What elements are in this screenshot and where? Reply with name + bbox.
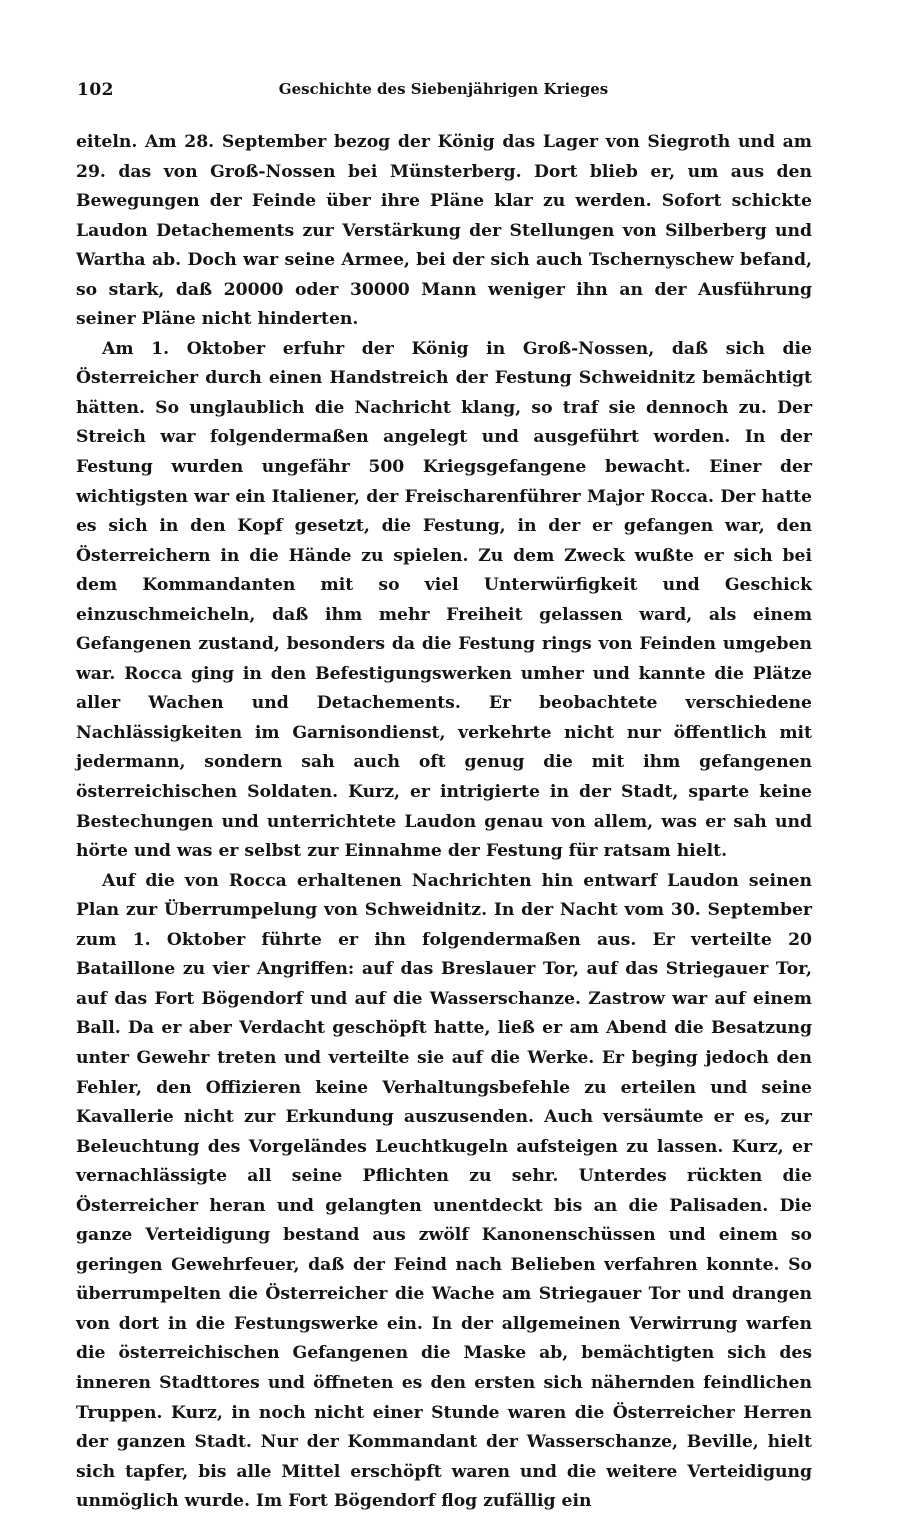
paragraph: eiteln. Am 28. September bezog der König das Lager von Siegroth und am 29. das von Groß-Nossen bei Münsterberg. Dort blieb er, um aus den Bewegungen der Feinde über ihre Pläne klar zu werden. Sofort schickte Laudon Detachements zur Verstärkung der Stellungen von Silberberg und Wartha ab. Doch war seine Armee, bei der sich auch Tschernyschew befand, so stark, daß 20000 oder 30000 Mann weniger ihn an der Ausführung seiner Pläne nicht hinderten.	[76, 132, 812, 330]
paragraph: Auf die von Rocca erhaltenen Nachrichten hin entwarf Laudon seinen Plan zur Überrumpelung von Schweidnitz. In der Nacht vom 30. September zum 1. Oktober führte er ihn folgendermaßen aus. Er verteilte 20 Bataillone zu vier Angriffen: auf das Breslauer Tor, auf das Striegauer Tor, auf das Fort Bögendorf und auf die Wasserschanze. Zastrow war auf einem Ball. Da er aber Verdacht geschöpft hatte, ließ er am Abend die Besatzung unter Gewehr treten und verteilte sie auf die Werke. Er beging jedoch den Fehler, den Offizieren keine Verhaltungsbefehle zu erteilen und seine Kavallerie nicht zur Erkundung auszusenden. Auch versäumte er es, zur Beleuchtung des Vorgeländes Leuchtkugeln aufsteigen zu lassen. Kurz, er vernachlässigte all seine Pflichten zu sehr. Unterdes rückten die Österreicher heran und gelangten unentdeckt bis an die Palisaden. Die ganze Verteidigung bestand aus zwölf Kanonenschüssen und einem so geringen Gewehrfeuer, daß der Feind nach Belieben verfahren konnte. So überrumpelten die Österreicher die Wache am Striegauer Tor und drangen von dort in die Festungswerke ein. In der allgemeinen Verwirrung warfen die österreichischen Gefangenen die Maske ab, bemächtigten sich des inneren Stadttores und öffneten es den ersten sich nähernden feindlichen Truppen. Kurz, in noch nicht einer Stunde waren die Österreicher Herren der ganzen Stadt. Nur der Kommandant der Wasserschanze, Beville, hielt sich tapfer, bis alle Mittel erschöpft waren und die weitere Verteidigung unmöglich wurde. Im Fort Bögendorf flog zufällig ein	[76, 870, 812, 1512]
paragraph: Am 1. Oktober erfuhr der König in Groß-Nossen, daß sich die Österreicher durch einen Handstreich der Festung Schweidnitz bemächtigt hätten. So unglaublich die Nachricht klang, so traf sie dennoch zu. Der Streich war folgendermaßen angelegt und ausgeführt worden. In der Festung wurden ungefähr 500 Kriegsgefangene bewacht. Einer der wichtigsten war ein Italiener, der Freischarenführer Major Rocca. Der hatte es sich in den Kopf gesetzt, die Festung, in der er gefangen war, den Österreichern in die Hände zu spielen. Zu dem Zweck wußte er sich bei dem Kommandanten mit so viel Unterwürfigkeit und Geschick einzuschmeicheln, daß ihm mehr Freiheit gelassen ward, als einem Gefangenen zustand, besonders da die Festung rings von Feinden umgeben war. Rocca ging in den Befestigungswerken umher und kannte die Plätze aller Wachen und Detachements. Er beobachtete verschiedene Nachlässigkeiten im Garnisondienst, verkehrte nicht nur öffentlich mit jedermann, sondern sah auch oft genug die mit ihm gefangenen österreichischen Soldaten. Kurz, er intrigierte in der Stadt, sparte keine Bestechungen und unterrichtete Laudon genau von allem, was er sah und hörte und was er selbst zur Einnahme der Festung für ratsam hielt.	[76, 338, 812, 862]
body-text	[76, 128, 812, 1517]
page-number: 102	[77, 80, 114, 100]
running-head	[77, 80, 810, 104]
running-title: Geschichte des Siebenjährigen Krieges	[278, 80, 609, 98]
